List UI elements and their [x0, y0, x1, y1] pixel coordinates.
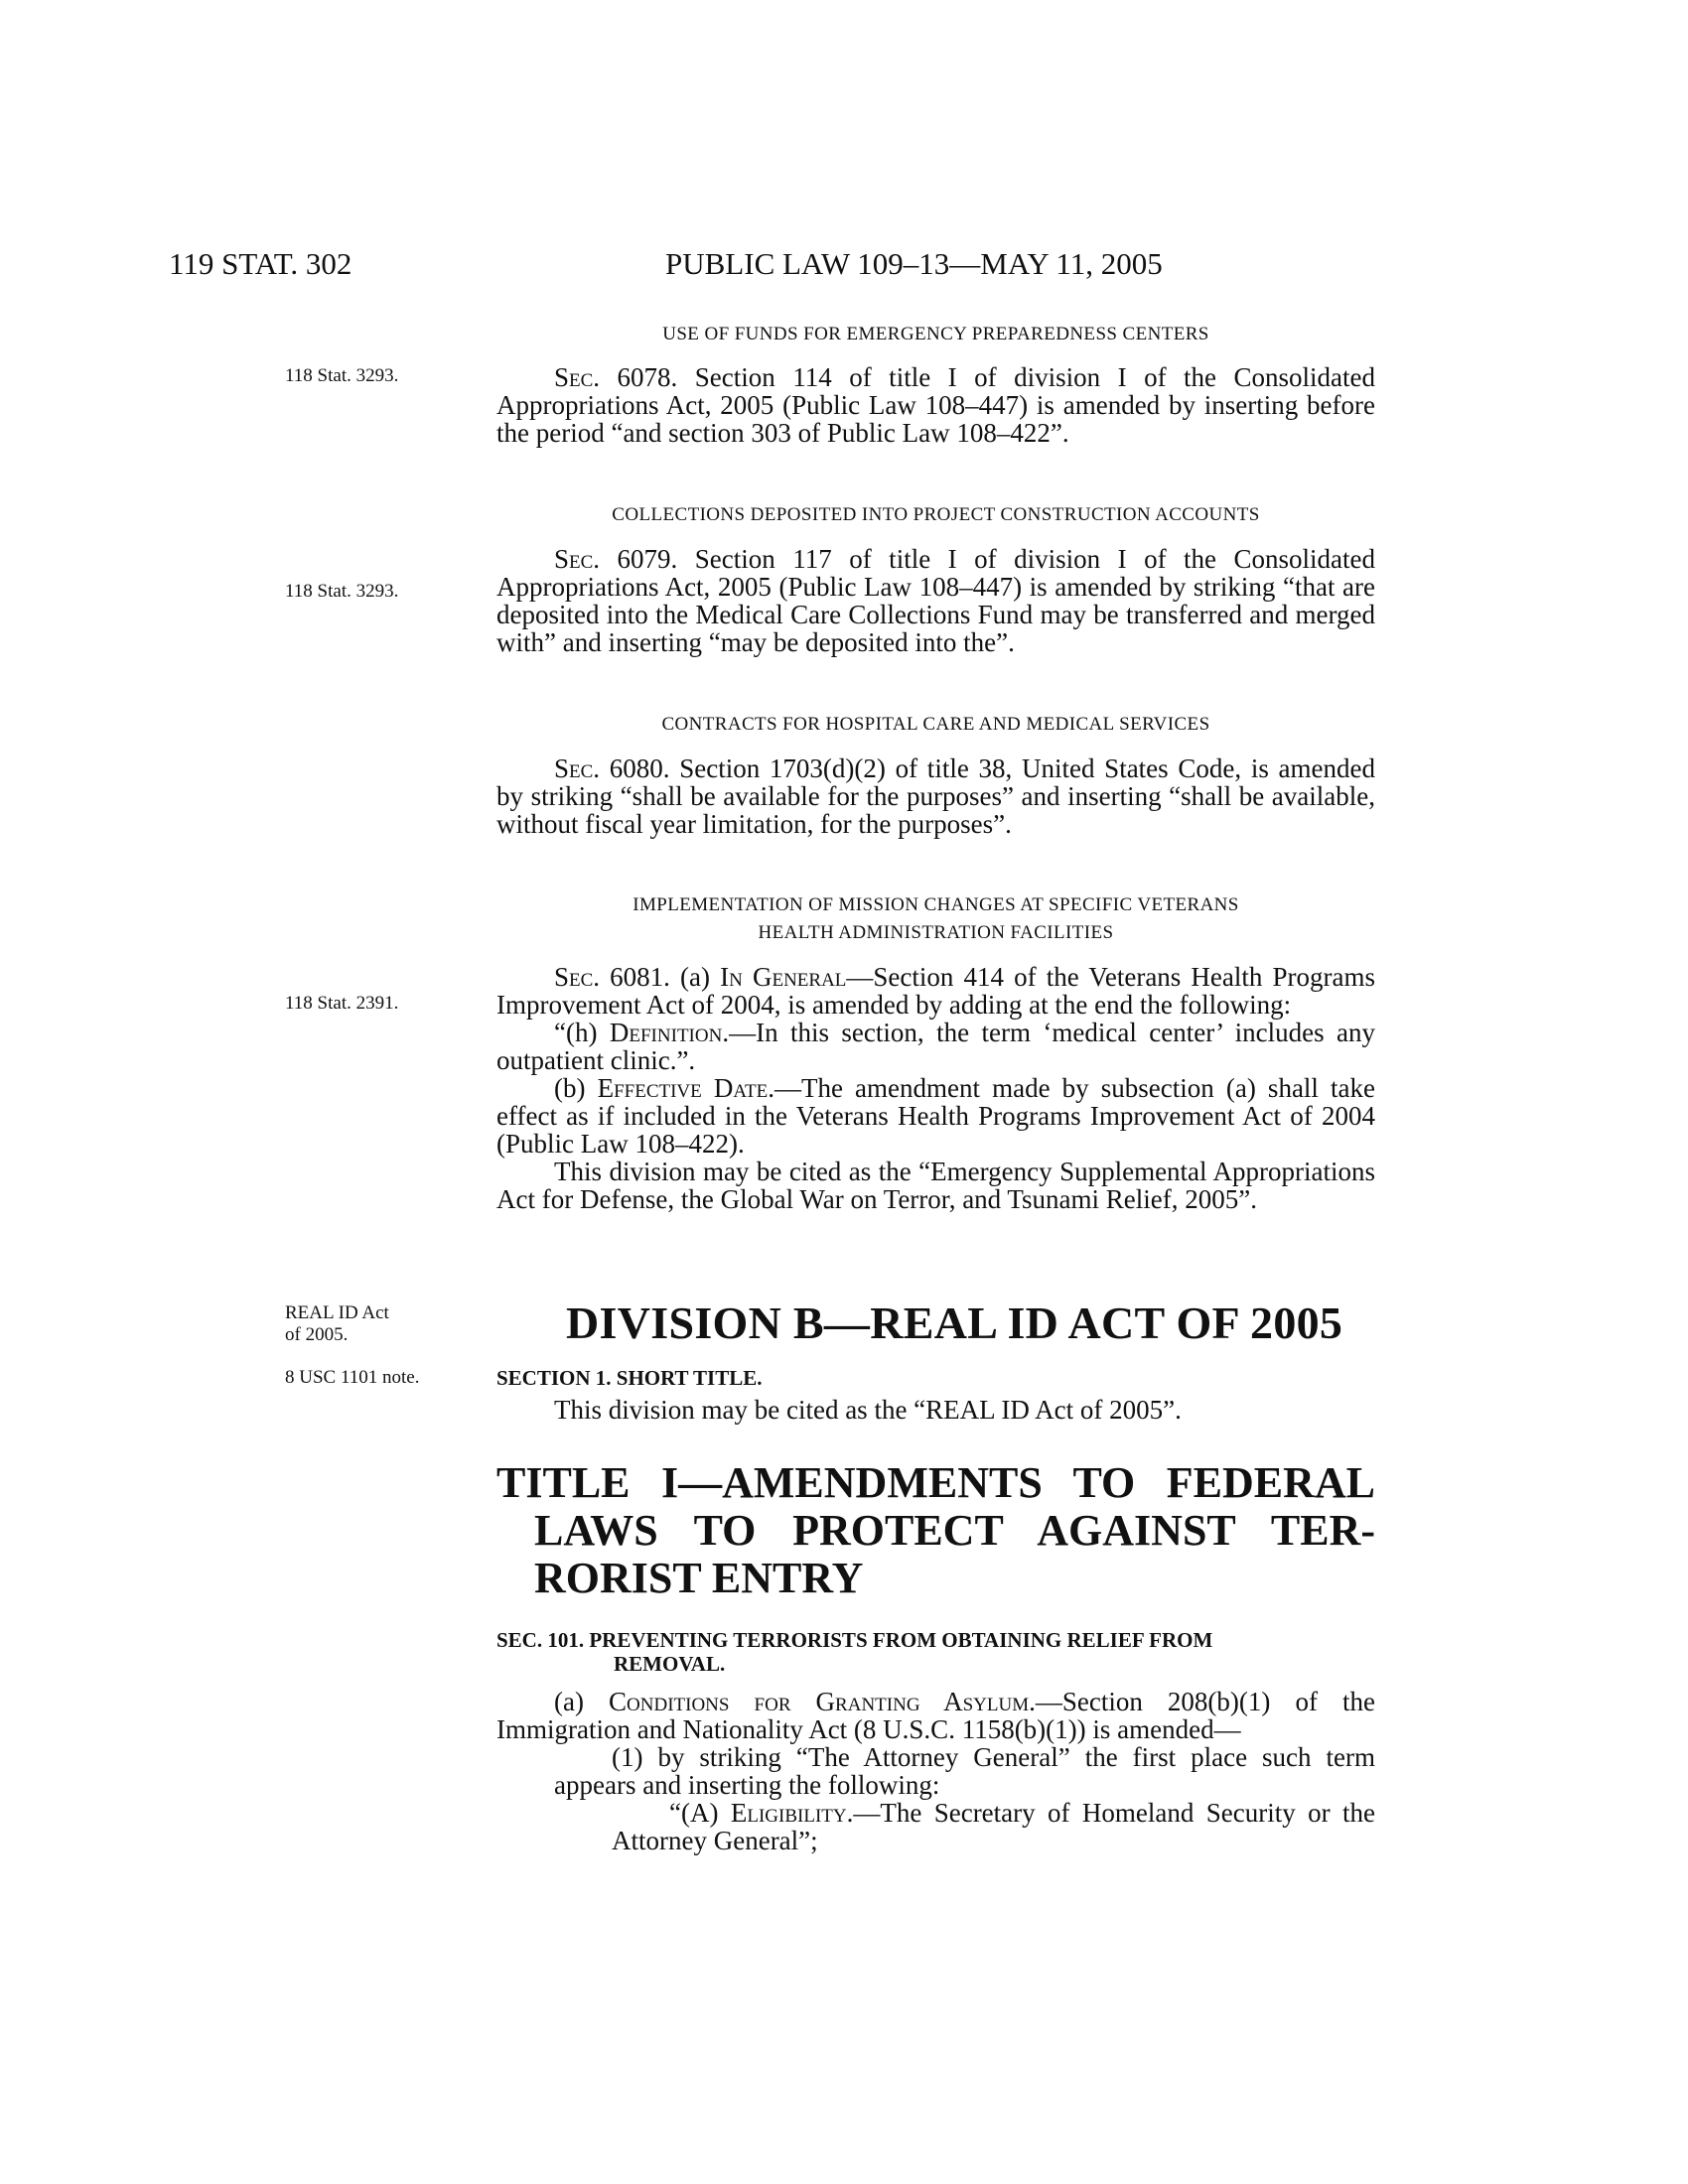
section-text: Section 117 of title I of division I of the Consolidated Appropriations Act, 2005 (Public Law 108–447) is amended by striking “that are deposited into the Medical Care Collections Fund may be transferred and merged with” and inserting “may be deposited into the”.: [496, 544, 1375, 657]
margin-note: 118 Stat. 3293.: [285, 365, 399, 386]
subparagraph-caption: Eligibility: [730, 1798, 847, 1828]
section-text: Section 114 of title I of division I of the Consolidated Appropriations Act, 2005 (Public Law 108–447) is amended by inserting before the period “and section 303 of Public Law 108–422”.: [496, 362, 1375, 448]
public-law-title: PUBLIC LAW 109–13—MAY 11, 2005: [665, 246, 1163, 281]
stat-page-reference: 119 STAT. 302: [169, 246, 352, 281]
section-paragraph: [496, 545, 1375, 656]
section-label: Sec. 6079.: [554, 544, 678, 574]
section-paragraph: [496, 363, 1375, 447]
subsection-caption: In General: [720, 962, 847, 992]
subparagraph-text: .—The Secretary of Homeland Security or the Attorney General”;: [612, 1798, 1376, 1855]
title-heading-line: LAWS TO PROTECT AGAINST TER-: [534, 1506, 1375, 1555]
section-label: Sec. 6080.: [554, 753, 670, 783]
paragraph-text: (1) by striking “The Attorney General” the first place such term appears and inserting the following:: [554, 1742, 1375, 1800]
section-label: Sec. 6081.: [554, 962, 670, 992]
subsection-text: .—The amendment made by subsection (a) shall take effect as if included in the Veterans Health Programs Improvement Act of 2004 (Public Law 108–422).: [496, 1073, 1375, 1159]
margin-note: 118 Stat. 3293.: [285, 581, 399, 602]
margin-note: 8 USC 1101 note.: [285, 1367, 420, 1388]
section-heading: COLLECTIONS DEPOSITED INTO PROJECT CONSTRUCTION ACCOUNTS: [612, 504, 1260, 525]
subparagraph-A: [496, 1799, 1375, 1854]
section-heading: USE OF FUNDS FOR EMERGENCY PREPAREDNESS CENTERS: [662, 324, 1209, 344]
section-body: [496, 1688, 1375, 1854]
subsection-prefix: (a): [554, 1687, 584, 1716]
title-heading-line: TITLE I—AMENDMENTS TO FEDERAL: [496, 1458, 1375, 1507]
subsection-text: .—Section 208(b)(1) of the Immigration and Nationality Act (8 U.S.C. 1158(b)(1)) is amended—: [496, 1687, 1375, 1744]
section-text: Section 1703(d)(2) of title 38, United States Code, is amended by striking “shall be available for the purposes” and inserting “shall be available, without fiscal year limitation, for the purposes”.: [496, 753, 1376, 839]
subsection-caption: Definition: [609, 1018, 723, 1047]
subsection-prefix: (a): [680, 962, 711, 992]
section-heading: CONTRACTS FOR HOSPITAL CARE AND MEDICAL SERVICES: [661, 714, 1210, 735]
section-paragraph: This division may be cited as the “REAL ID Act of 2005”.: [554, 1395, 1182, 1425]
margin-note-line: REAL ID Act: [285, 1302, 389, 1323]
section-body: [496, 963, 1375, 1213]
subsection-caption: Conditions for Granting Asylum: [609, 1687, 1030, 1716]
margin-note-real-id: [285, 1302, 454, 1346]
subsection-caption: Effective Date: [597, 1073, 769, 1103]
section-heading-line: IMPLEMENTATION OF MISSION CHANGES AT SPECIFIC VETERANS: [633, 894, 1239, 915]
division-title: DIVISION B—REAL ID ACT OF 2005: [566, 1297, 1343, 1348]
subsection-a: [496, 963, 1375, 1019]
division-citation: This division may be cited as the “Emergency Supplemental Appropriations Act for Defense, the Global War on Terror, and Tsunami Relief, 2005”.: [496, 1157, 1375, 1214]
section-title: SECTION 1. SHORT TITLE.: [496, 1366, 763, 1390]
subsection-prefix: “(h): [554, 1018, 598, 1047]
paragraph-1: [496, 1743, 1375, 1799]
page-header: [0, 246, 1688, 286]
subsection-text: .—In this section, the term ‘medical center’ includes any outpatient clinic.”.: [496, 1018, 1375, 1075]
margin-note-line: of 2005.: [285, 1324, 349, 1345]
section-title-line: SEC. 101. PREVENTING TERRORISTS FROM OBTAINING RELIEF FROM: [496, 1628, 1213, 1652]
subsection-text: —Section 414 of the Veterans Health Programs Improvement Act of 2004, is amended by adding at the end the following:: [496, 962, 1376, 1020]
section-heading-line: HEALTH ADMINISTRATION FACILITIES: [758, 922, 1114, 943]
title-heading-line: RORIST ENTRY: [534, 1554, 864, 1602]
section-title: [496, 1628, 1375, 1676]
subsection-a: [496, 1688, 1375, 1743]
section-title-line: REMOVAL.: [614, 1652, 726, 1676]
margin-note: 118 Stat. 2391.: [285, 993, 399, 1014]
section-label: Sec. 6078.: [554, 362, 678, 392]
section-paragraph: [496, 754, 1375, 838]
subsection-prefix: (b): [554, 1073, 586, 1103]
subsection-b: [496, 1074, 1375, 1158]
section-heading: [496, 891, 1375, 947]
title-heading: [496, 1459, 1375, 1602]
subsection-h: [496, 1019, 1375, 1074]
subparagraph-prefix: “(A): [669, 1798, 719, 1828]
